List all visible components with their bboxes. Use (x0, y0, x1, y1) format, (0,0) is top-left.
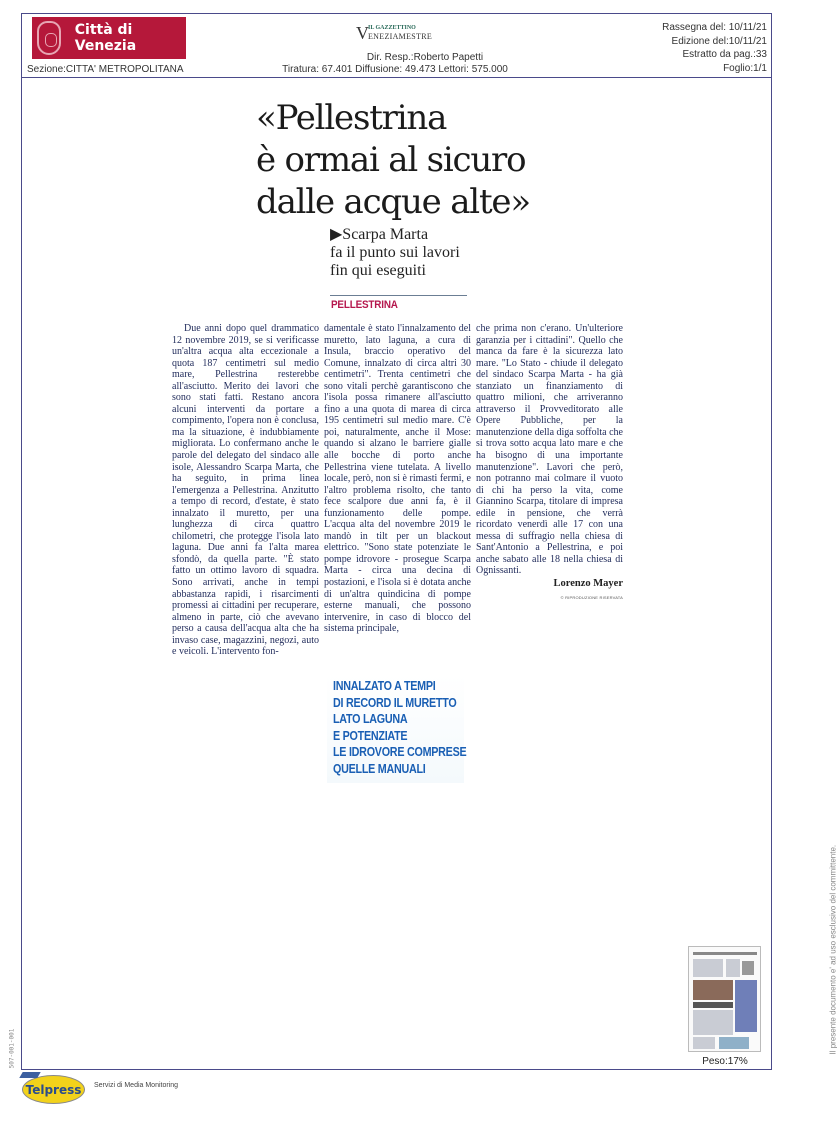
venice-crest-icon (37, 21, 61, 55)
article-column-2 (324, 323, 471, 635)
weight-percentage: Peso:17% (702, 1056, 748, 1067)
column-text: che prima non c'erano. Un'ulteriore garanzia per i cittadini". Quello che manca da fare è la sicurezza lato mare. "Lo Stato - chiude il delegato del sindaco Scarpa Marta - ha già stanziato un finanziamento di quattro milioni, che arriveranno attraverso il Provveditorato alle Opere Pubbliche, per la manutenzione della diga soffolta che si trova sotto acqua lato mare e che ha bisogno di una importante manutenzione". Lavori che però, non potranno mai colmare il vuoto di chi ha perso la vita, come Giannino Scarpa, titolare di impresa edile in pensione, che verrà ricordato venerdì alle 17 con una messa di suffragio nella chiesa di Sant'Antonio a Pellestrina, e poi anche sabato alle 18 nella chiesa di Ognissanti. (476, 323, 623, 577)
section-kicker: PELLESTRINA (331, 299, 398, 311)
sheet-number: Foglio:1/1 (723, 62, 767, 74)
headline-line: è ormai al sicuro (256, 140, 526, 180)
pull-quote-box (327, 675, 467, 783)
citta-di-venezia-logo (32, 17, 186, 59)
subhead-line: ▶Scarpa Marta (330, 226, 429, 243)
section-label: Sezione:CITTA' METROPOLITANA (27, 64, 184, 75)
subhead-line: fa il punto sui lavori (330, 244, 460, 261)
article-headline (256, 97, 530, 223)
page-thumbnail[interactable] (688, 946, 761, 1052)
newspaper-logo-initial: V (356, 23, 369, 43)
kicker-divider (330, 295, 467, 296)
article-subheadline (330, 226, 460, 280)
rassegna-date: Rassegna del: 10/11/21 (662, 22, 767, 33)
usage-disclaimer: Il presente documento e' ad uso esclusivo del committente. (828, 844, 838, 1055)
document-code: 507-001-001 (8, 1028, 16, 1069)
telpress-logo (22, 1075, 85, 1104)
circulation-line: Tiratura: 67.401 Diffusione: 49.473 Lettori: 575.000 (282, 64, 508, 75)
pull-quote-line: LE IDROVORE COMPRESE (333, 745, 467, 759)
headline-line: «Pellestrina (256, 98, 447, 138)
pull-quote-line: INNALZATO A TEMPI (333, 679, 436, 693)
newspaper-logo-bottom: ENEZIAMESTRE (368, 32, 433, 41)
director-line: Dir. Resp.:Roberto Papetti (366, 52, 484, 63)
source-page: Estratto da pag.:33 (682, 49, 767, 60)
newspaper-logo-top: IL GAZZETTINO (368, 25, 416, 31)
pull-quote-line: E POTENZIATE (333, 728, 408, 743)
article-column-3 (476, 323, 623, 603)
article-author: Lorenzo Mayer (553, 578, 623, 590)
subhead-line: fin qui eseguiti (330, 262, 426, 279)
edizione-date: Edizione del:10/11/21 (671, 35, 767, 47)
telpress-logo-text: Telpress (25, 1082, 82, 1097)
rights-notice: © RIPRODUZIONE RISERVATA (560, 594, 623, 600)
pull-quote-text (333, 678, 466, 777)
media-monitoring-tagline: Servizi di Media Monitoring (94, 1082, 179, 1089)
headline-line: dalle acque alte» (256, 182, 530, 222)
pull-quote-line: LATO LAGUNA (333, 712, 408, 726)
header-divider (21, 77, 772, 78)
column-text: Due anni dopo quel drammatico 12 novembre 2019, se si verificasse un'altra acqua alta eccezionale a quota 187 centimetri sul medio mare, Pellestrina resterebbe all'asciutto. Merito dei lavori che sono stati fatti. Restano ancora alcuni interventi da portare a compimento, l'opera non è conclusa, ma la situazione, è indubbiamente migliorata. Lo confermano anche le parole del delegato del sindaco alle isole, Alessandro Scarpa Marta, che ha seguito, in prima linea l'emergenza a Pellestrina. Anzitutto a tempo di record, d'estate, è stato innalzato il muretto, per una lunghezza di circa quattro chilometri, che protegge l'isola lato laguna. Due anni fa l'alta marea sfondò, da quella parte. "È stato fatto un ottimo lavoro di squadra. Sono arrivati, anche in tempi abbastanza rapidi, i risarcimenti promessi ai cittadini per recuperare, almeno in parte, ciò che avevano perso a causa dell'acqua alta che ha invaso case, magazzini, negozi, auto e veicoli. L'intervento fon- (172, 323, 319, 658)
logo-text: Città di Venezia (74, 22, 137, 54)
article-column-1 (172, 323, 319, 658)
pull-quote-line: DI RECORD IL MURETTO (333, 695, 457, 710)
pull-quote-line: QUELLE MANUALI (333, 761, 426, 776)
column-text: damentale è stato l'innalzamento del muretto, lato laguna, a cura di Insula, braccio operativo del Comune, innalzato di circa altri 30 centimetri". Trenta centimetri che sono vitali perchè garantiscono che l'isola possa rimanere all'asciutto fino a una quota di marea di circa 195 centimetri sul medio mare. C'è poi, naturalmente, anche il Mose: quando si alzano le barriere gialle alle bocche di porto anche Pellestrina viene tutelata. A livello locale, però, non si è rimasti fermi, e l'altro problema risolto, che tanto fece scalpore due anni fa, è il funzionamento delle pompe. L'acqua alta del novembre 2019 le mandò in tilt per un blackout elettrico. "Sono state potenziate le pompe idrovore - prosegue Scarpa Marta - circa una decina di postazioni, e l'isola si è dotata anche di un'altra quindicina di pompe esterne manuali, che possono intervenire, in caso di blocco del sistema principale, (324, 323, 471, 635)
review-metadata (662, 21, 767, 75)
